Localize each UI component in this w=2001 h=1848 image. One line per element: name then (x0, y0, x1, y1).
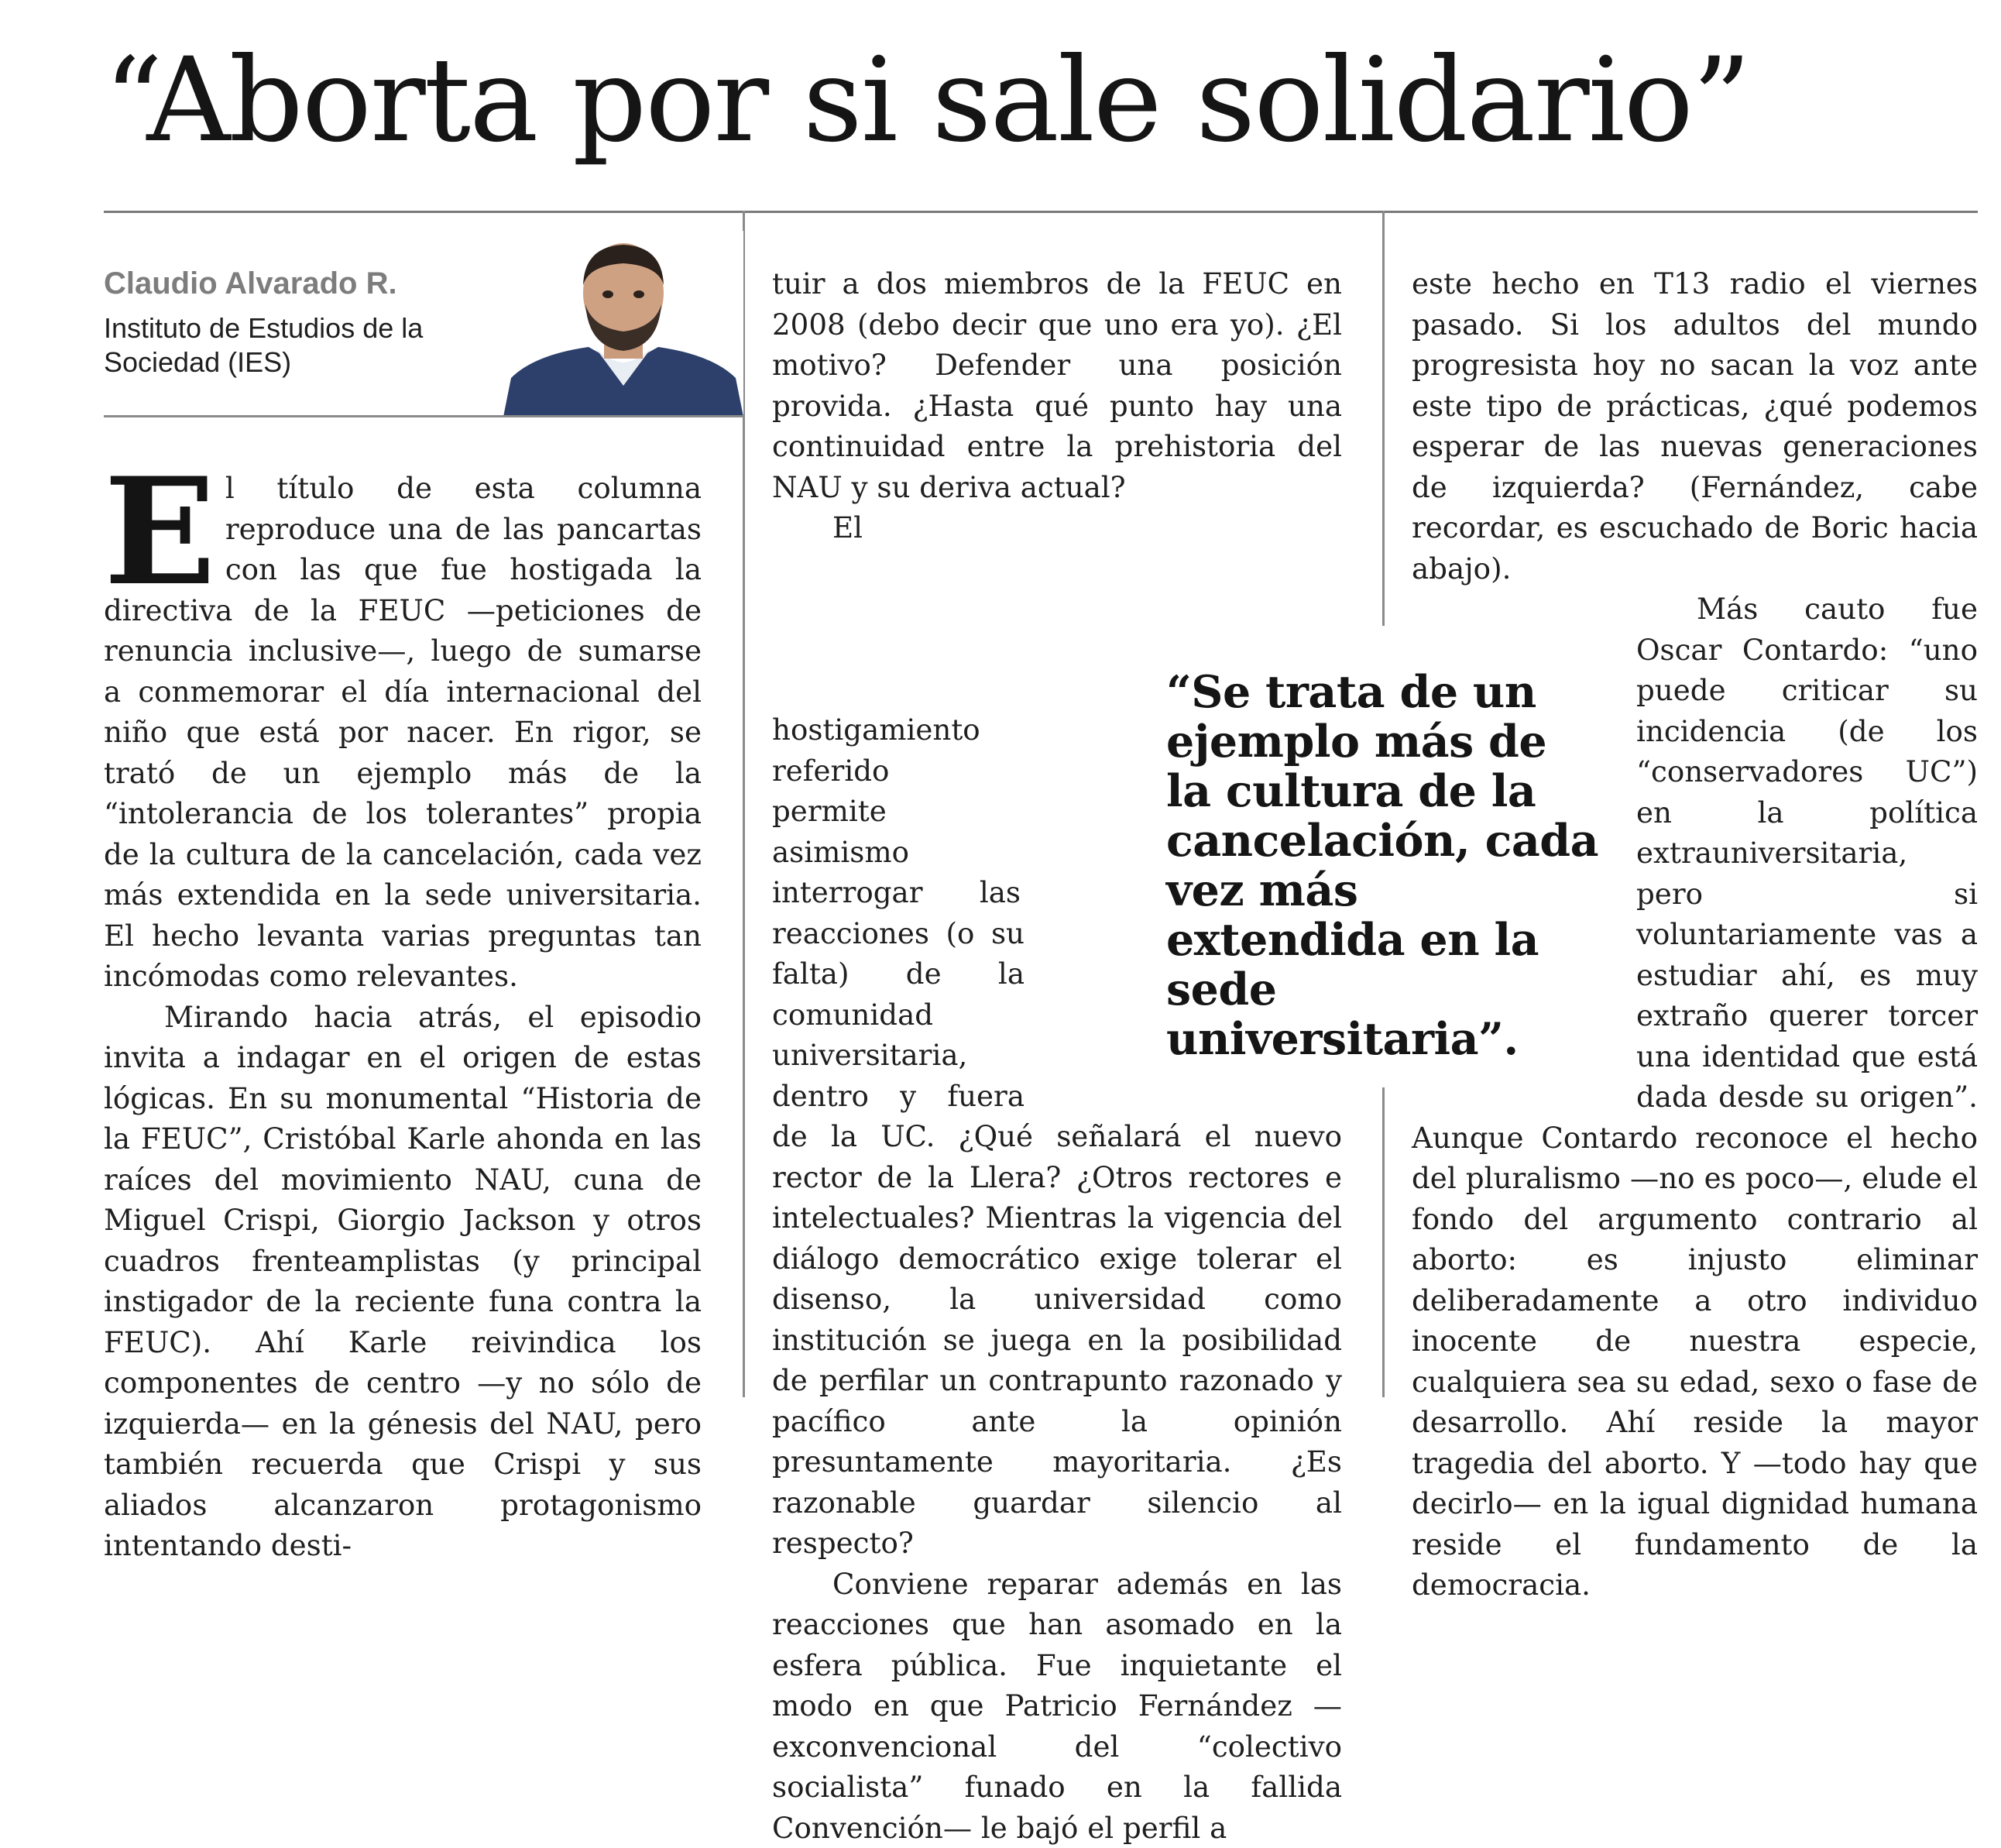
author-affiliation: Instituto de Estudios de la Sociedad (IES) (104, 311, 506, 380)
author-name: Claudio Alvarado R. (104, 263, 397, 304)
paragraph-3: tuir a dos miembros de la FEUC en 2008 (debo decir que uno era yo). ¿El motivo? Defender una posición provida. ¿Hasta qué punto hay una continuidad entre la prehistoria del NAU y su deriva actual? (772, 263, 1342, 507)
column-divider-2-upper (1382, 211, 1385, 626)
author-portrait-photo (503, 231, 743, 417)
paragraph-1 (104, 468, 702, 997)
byline-divider (104, 415, 743, 417)
paragraph-7: Más cauto fue Oscar Contardo: “uno puede criticar su incidencia (de los “conservadores UC”) en la política extrauniversitaria, pero si voluntariamente vas a estudiar ahí, es muy extraño querer torcer una identidad que está dada desde su origen”. Aunque Contardo reconoce el hecho del pluralismo —no es poco—, elude el fondo del argumento contrario al aborto: es injusto eliminar deliberadamente a otro individuo inocente de nuestra especie, cualquiera sea su edad, sexo o fase de desarrollo. Ahí reside la mayor tragedia del aborto. Y —todo hay que decirlo— en la igual dignidad humana reside el fundamento de la democracia. (1412, 589, 1978, 1606)
paragraph-5: Conviene reparar además en las reacciones que han asomado en la esfera pública. Fue inquietante el modo en que Patricio Fernández —exconvencional del “colectivo socialista” funado en la fallida Convención— le bajó el perfil a (772, 1564, 1342, 1848)
paragraph-1-text: l título de esta columna reproduce una de las pancartas con las que fue hostigada la directiva de la FEUC —peticiones de renuncia inclusive—, luego de sumarse a conmemorar el día internacional del niño que está por nacer. En rigor, se trató de un ejemplo más de la “intolerancia de los tolerantes” propia de la cultura de la cancelación, cada vez más extendida en la sede universitaria. El hecho levanta varias preguntas tan incómodas como relevantes. (104, 471, 702, 993)
pull-quote: “Se trata de un ejemplo más de la cultura de la cancelación, cada vez más extendida en la sede universitaria”. (1166, 668, 1600, 1064)
drop-cap: E (104, 474, 216, 589)
headline: “Aborta por si sale solidario” (104, 31, 1962, 170)
column-divider-2-lower (1382, 1087, 1385, 1397)
top-divider (104, 211, 1978, 213)
paragraph-2: Mirando hacia atrás, el episodio invita a indagar en el origen de estas lógicas. En su monumental “Historia de la FEUC”, Cristóbal Karle ahonda en las raíces del movimiento NAU, cuna de Miguel Crispi, Giorgio Jackson y otros cuadros frenteamplistas (y principal instigador de la reciente funa contra la FEUC). Ahí Karle reivindica los componentes de centro —y no sólo de izquierda— en la génesis del NAU, pero también recuerda que Crispi y sus aliados alcanzaron protagonismo intentando desti- (104, 997, 702, 1566)
article-column-1 (104, 468, 702, 1566)
paragraph-6: este hecho en T13 radio el viernes pasado. Si los adultos del mundo progresista hoy no sacan la voz ante este tipo de prácticas, ¿qué podemos esperar de las nuevas generaciones de izquierda? (Fernández, cabe recordar, es escuchado de Boric hacia abajo). (1412, 263, 1978, 589)
paragraph-4: El hostigamiento referido permite asimismo interrogar las reacciones (o su falta) de la comunidad universitaria, dentro y fuera de la UC. ¿Qué señalará el nuevo rector de la Llera? ¿Otros rectores e intelectuales? Mientras la vigencia del diálogo democrático exige tolerar el disenso, la universidad como institución se juega en la posibilidad de perfilar un contrapunto razonado y pacífico ante la opinión presuntamente mayoritaria. ¿Es razonable guardar silencio al respecto? (772, 507, 1342, 1564)
